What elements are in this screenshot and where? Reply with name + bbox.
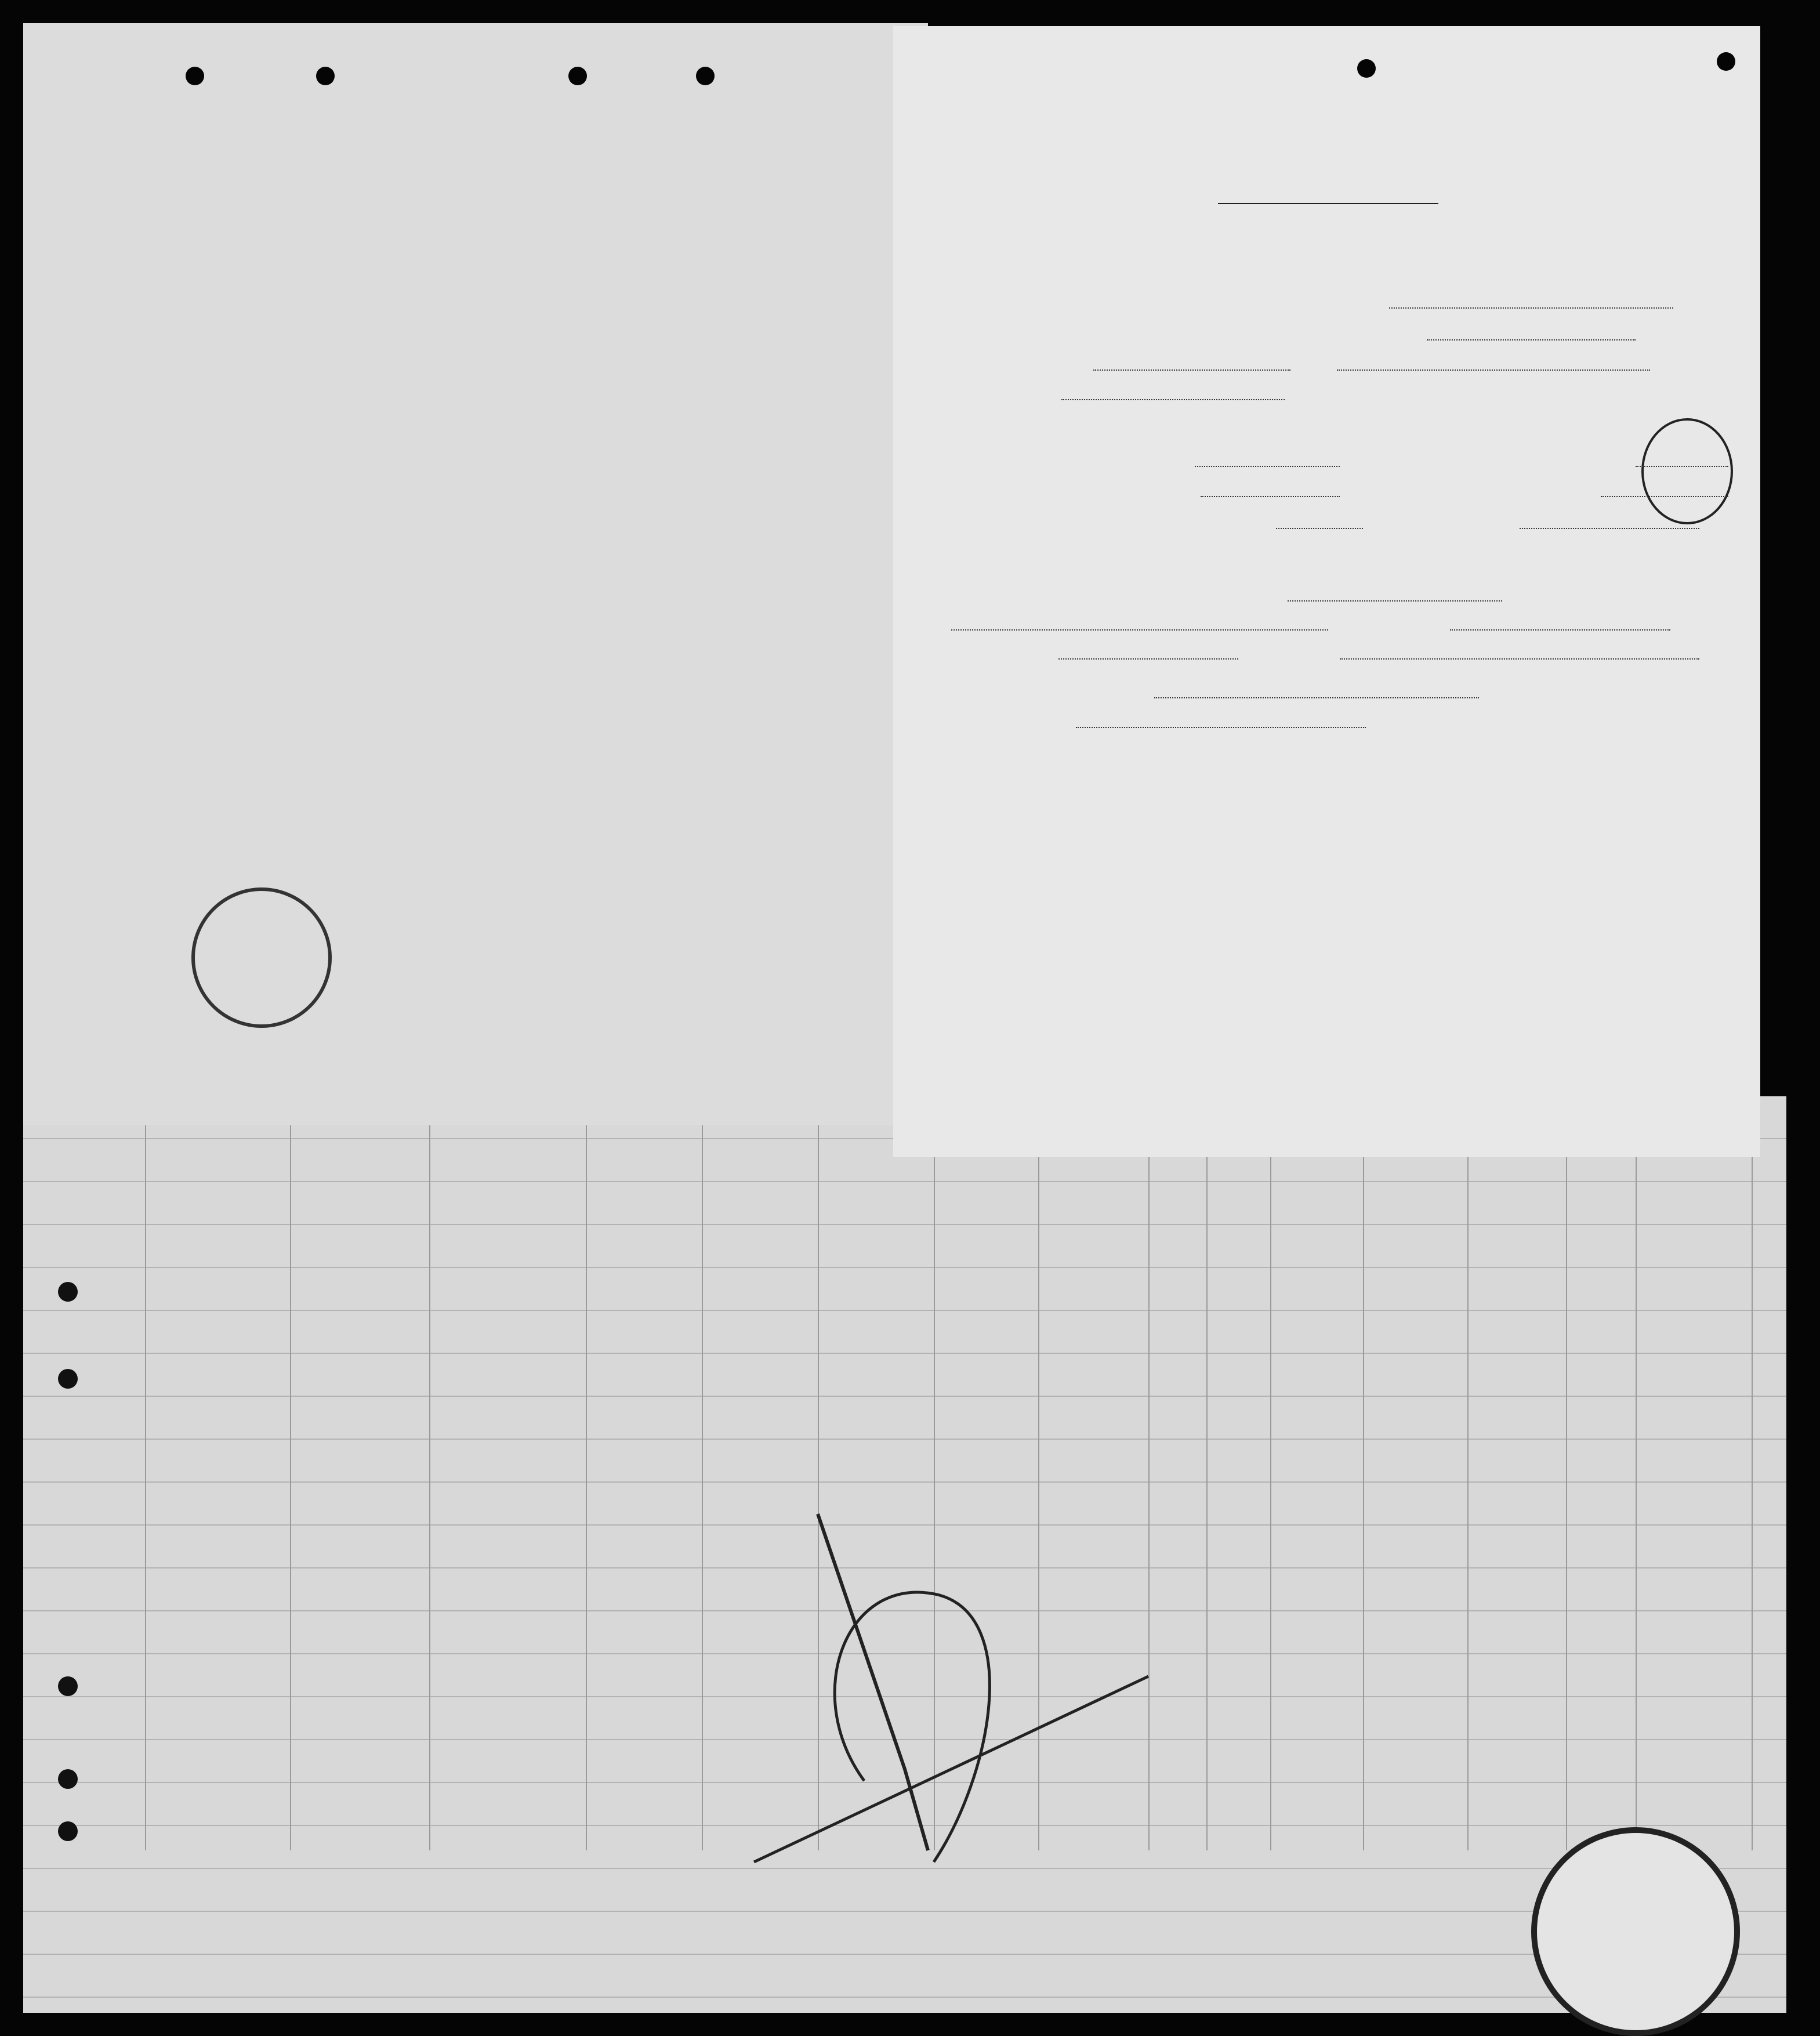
punch-hole bbox=[58, 1821, 78, 1841]
immigration-service-round-stamp bbox=[191, 887, 332, 1028]
pencil-scribble bbox=[748, 1502, 1154, 1908]
punch-hole bbox=[58, 1369, 78, 1389]
shipping-stamp bbox=[943, 183, 1020, 200]
punch-hole bbox=[58, 1676, 78, 1696]
statement-of-master-page bbox=[893, 26, 1760, 1157]
punch-hole bbox=[58, 1282, 78, 1302]
immigration-act-extract-page bbox=[23, 23, 928, 1125]
punch-hole bbox=[58, 1769, 78, 1789]
punch-hole bbox=[1357, 59, 1376, 78]
punch-hole bbox=[316, 67, 335, 85]
punch-hole bbox=[696, 67, 715, 85]
punch-hole bbox=[1717, 52, 1735, 71]
office-stamp bbox=[1531, 1827, 1740, 2036]
crew-list-sheet bbox=[23, 1096, 1786, 2013]
deserted-circle bbox=[1641, 418, 1733, 524]
punch-hole bbox=[568, 67, 587, 85]
punch-hole bbox=[186, 67, 204, 85]
